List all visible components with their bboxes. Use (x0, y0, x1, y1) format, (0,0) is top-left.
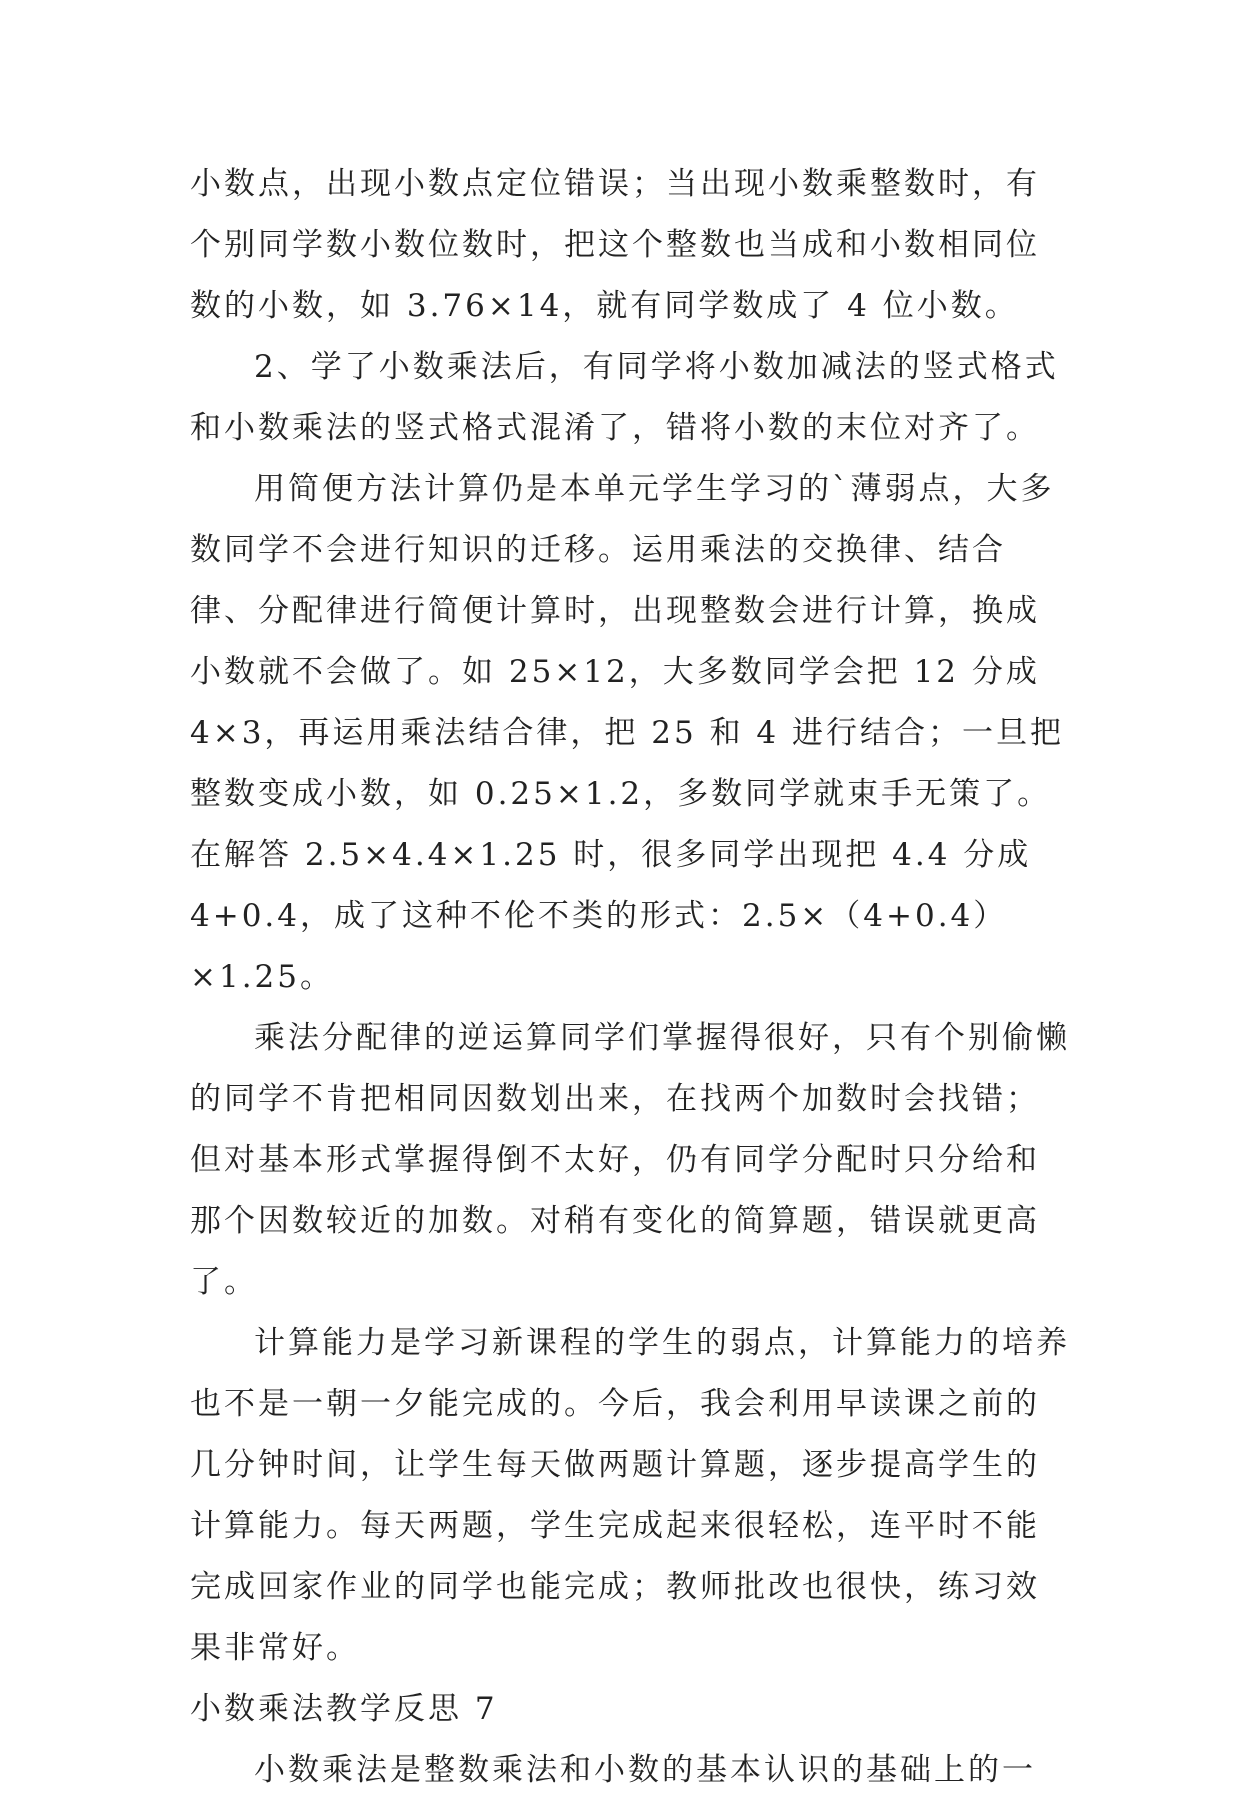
paragraph-2: 2、学了小数乘法后，有同学将小数加减法的竖式格式和小数乘法的竖式格式混淆了，错将小数的末位对齐了。 (190, 349, 1059, 446)
paragraph-4: 乘法分配律的逆运算同学们掌握得很好，只有个别偷懒的同学不肯把相同因数划出来，在找两个加数时会找错；但对基本形式掌握得倒不太好，仍有同学分配时只分给和那个因数较近的加数。对稍有变化的简算题，错误就更高了。 (190, 1020, 1070, 1300)
document-body (190, 154, 1070, 1801)
paragraph-6: 小数乘法是整数乘法和小数的基本认识的基础上的一 (254, 1752, 1036, 1788)
paragraph-1: 小数点，出现小数点定位错误；当出现小数乘整数时，有个别同学数小数位数时，把这个整数也当成和小数相同位数的小数，如 3.76×14，就有同学数成了 4 位小数。 (190, 166, 1040, 324)
paragraph-5: 计算能力是学习新课程的学生的弱点，计算能力的培养也不是一朝一夕能完成的。今后，我会利用早读课之前的几分钟时间，让学生每天做两题计算题，逐步提高学生的计算能力。每天两题，学生完成起来很轻松，连平时不能完成回家作业的同学也能完成；教师批改也很快，练习效果非常好。 (190, 1325, 1070, 1666)
section-heading: 小数乘法教学反思 7 (190, 1691, 498, 1727)
paragraph-3: 用简便方法计算仍是本单元学生学习的`薄弱点，大多数同学不会进行知识的迁移。运用乘法的交换律、结合律、分配律进行简便计算时，出现整数会进行计算，换成小数就不会做了。如 25×12，大多数同学会把 12 分成 4×3，再运用乘法结合律，把 25 和 4 进行结合；一旦把整数变成小数，如 0.25×1.2，多数同学就束手无策了。在解答 2.5×4.4×1.25 时，很多同学出现把 4.4 分成 4+0.4，成了这种不伦不类的形式：2.5×（4+0.4）×1.25。 (190, 471, 1065, 995)
